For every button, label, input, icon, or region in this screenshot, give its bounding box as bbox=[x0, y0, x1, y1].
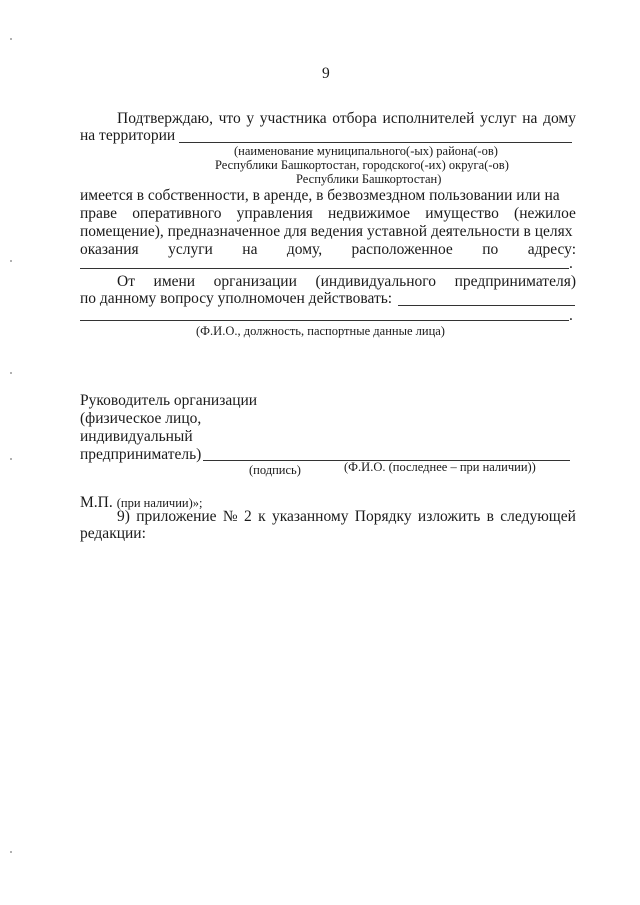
para2-line1-word: (индивидуального bbox=[315, 273, 437, 290]
para1-line1-word: дому bbox=[543, 110, 576, 127]
para1-line6-word: адресу: bbox=[527, 241, 576, 258]
para1-line1 bbox=[117, 110, 576, 128]
scan-speck bbox=[10, 851, 12, 853]
para1-line1-word: Подтверждаю, bbox=[117, 110, 213, 127]
para2-line1-word: От bbox=[117, 273, 135, 290]
item9-line1-word: к bbox=[258, 508, 266, 525]
para1-line6-word: дому, bbox=[286, 241, 323, 258]
item9-line1-word: 2 bbox=[244, 508, 252, 525]
para1-line6 bbox=[80, 241, 576, 259]
para1-line6-word: оказания bbox=[80, 241, 139, 258]
para1-line4 bbox=[80, 205, 576, 223]
item9-line1 bbox=[117, 508, 576, 526]
item9-line1-word: № bbox=[222, 508, 238, 525]
para1-line1-word: у bbox=[246, 110, 255, 127]
territory-caption-2: Республики Башкортостан, городского(-их) округа(-ов) bbox=[215, 158, 509, 172]
para2-line1-word: имени bbox=[153, 273, 196, 290]
scan-speck bbox=[10, 260, 12, 262]
para2-line1-word: организации bbox=[213, 273, 297, 290]
para2-line1-word: предпринимателя) bbox=[454, 273, 576, 290]
para2-line2-prefix: по данному вопросу уполномочен действовать: bbox=[80, 290, 393, 307]
address-end-mark: . bbox=[569, 255, 573, 272]
para1-line6-word: услуги bbox=[168, 241, 213, 258]
authorized-caption: (Ф.И.О., должность, паспортные данные лица) bbox=[196, 324, 445, 338]
para1-line4-word: управления bbox=[236, 205, 313, 222]
address-fill-line bbox=[80, 268, 569, 269]
para1-line1-word: что bbox=[218, 110, 241, 127]
para2-line1 bbox=[117, 273, 576, 291]
authorized-fill-line bbox=[398, 305, 575, 306]
item9-line1-word: 9) bbox=[117, 508, 130, 525]
territory-caption-1: (наименование муниципального(-ых) района(-ов) bbox=[234, 144, 498, 158]
para1-line1-word: участника bbox=[259, 110, 327, 127]
para1-line5 bbox=[80, 223, 576, 241]
para1-line6-word: по bbox=[482, 241, 499, 258]
item9-line1-word: изложить bbox=[417, 508, 481, 525]
para1-line1-word: отбора bbox=[332, 110, 377, 127]
para1-line4-word: оперативного bbox=[132, 205, 222, 222]
signature-caption: (подпись) bbox=[249, 463, 301, 477]
authorized-end-mark: . bbox=[569, 307, 573, 324]
page-number: 9 bbox=[322, 65, 330, 82]
para1-line4-word: имущество bbox=[425, 205, 499, 222]
sig-line2: (физическое лицо, bbox=[80, 410, 202, 427]
item9-line1-word: в bbox=[486, 508, 494, 525]
para1-line2-prefix: на территории bbox=[80, 127, 176, 144]
item9-line2: редакции: bbox=[80, 525, 146, 542]
para1-line5-text: помещение), предназначенное для ведения уставной деятельности в целях bbox=[80, 223, 573, 240]
authorized-fill-line-2 bbox=[80, 320, 569, 321]
para1-line6-word: расположенное bbox=[351, 241, 453, 258]
para1-line3-text: имеется в собственности, в аренде, в безвозмездном пользовании или на bbox=[80, 187, 560, 204]
name-caption: (Ф.И.О. (последнее – при наличии)) bbox=[344, 460, 536, 474]
scan-speck bbox=[10, 458, 12, 460]
para1-line4-word: недвижимое bbox=[327, 205, 411, 222]
stamp-prefix: М.П. bbox=[80, 494, 113, 511]
scan-speck bbox=[10, 38, 12, 40]
sig-line1: Руководитель организации bbox=[80, 392, 258, 409]
para1-line3 bbox=[80, 187, 576, 205]
para1-line1-word: исполнителей bbox=[382, 110, 475, 127]
item9-line1-word: приложение bbox=[136, 508, 217, 525]
item9-line1-word: Порядку bbox=[354, 508, 412, 525]
territory-caption-3: Республики Башкортостан) bbox=[296, 172, 442, 186]
sig-line4: предприниматель) bbox=[80, 446, 202, 463]
para1-line4-word: праве bbox=[80, 205, 118, 222]
scan-speck bbox=[10, 372, 12, 374]
para1-line4-word: (нежилое bbox=[514, 205, 576, 222]
territory-fill-line bbox=[179, 142, 572, 143]
para1-line6-word: на bbox=[242, 241, 258, 258]
para1-line1-word: услуг bbox=[480, 110, 517, 127]
item9-line1-word: следующей bbox=[500, 508, 576, 525]
para1-line1-word: на bbox=[522, 110, 538, 127]
stamp-note: (при наличии)»; bbox=[116, 496, 203, 510]
item9-line1-word: указанному bbox=[271, 508, 349, 525]
sig-line3: индивидуальный bbox=[80, 428, 193, 445]
